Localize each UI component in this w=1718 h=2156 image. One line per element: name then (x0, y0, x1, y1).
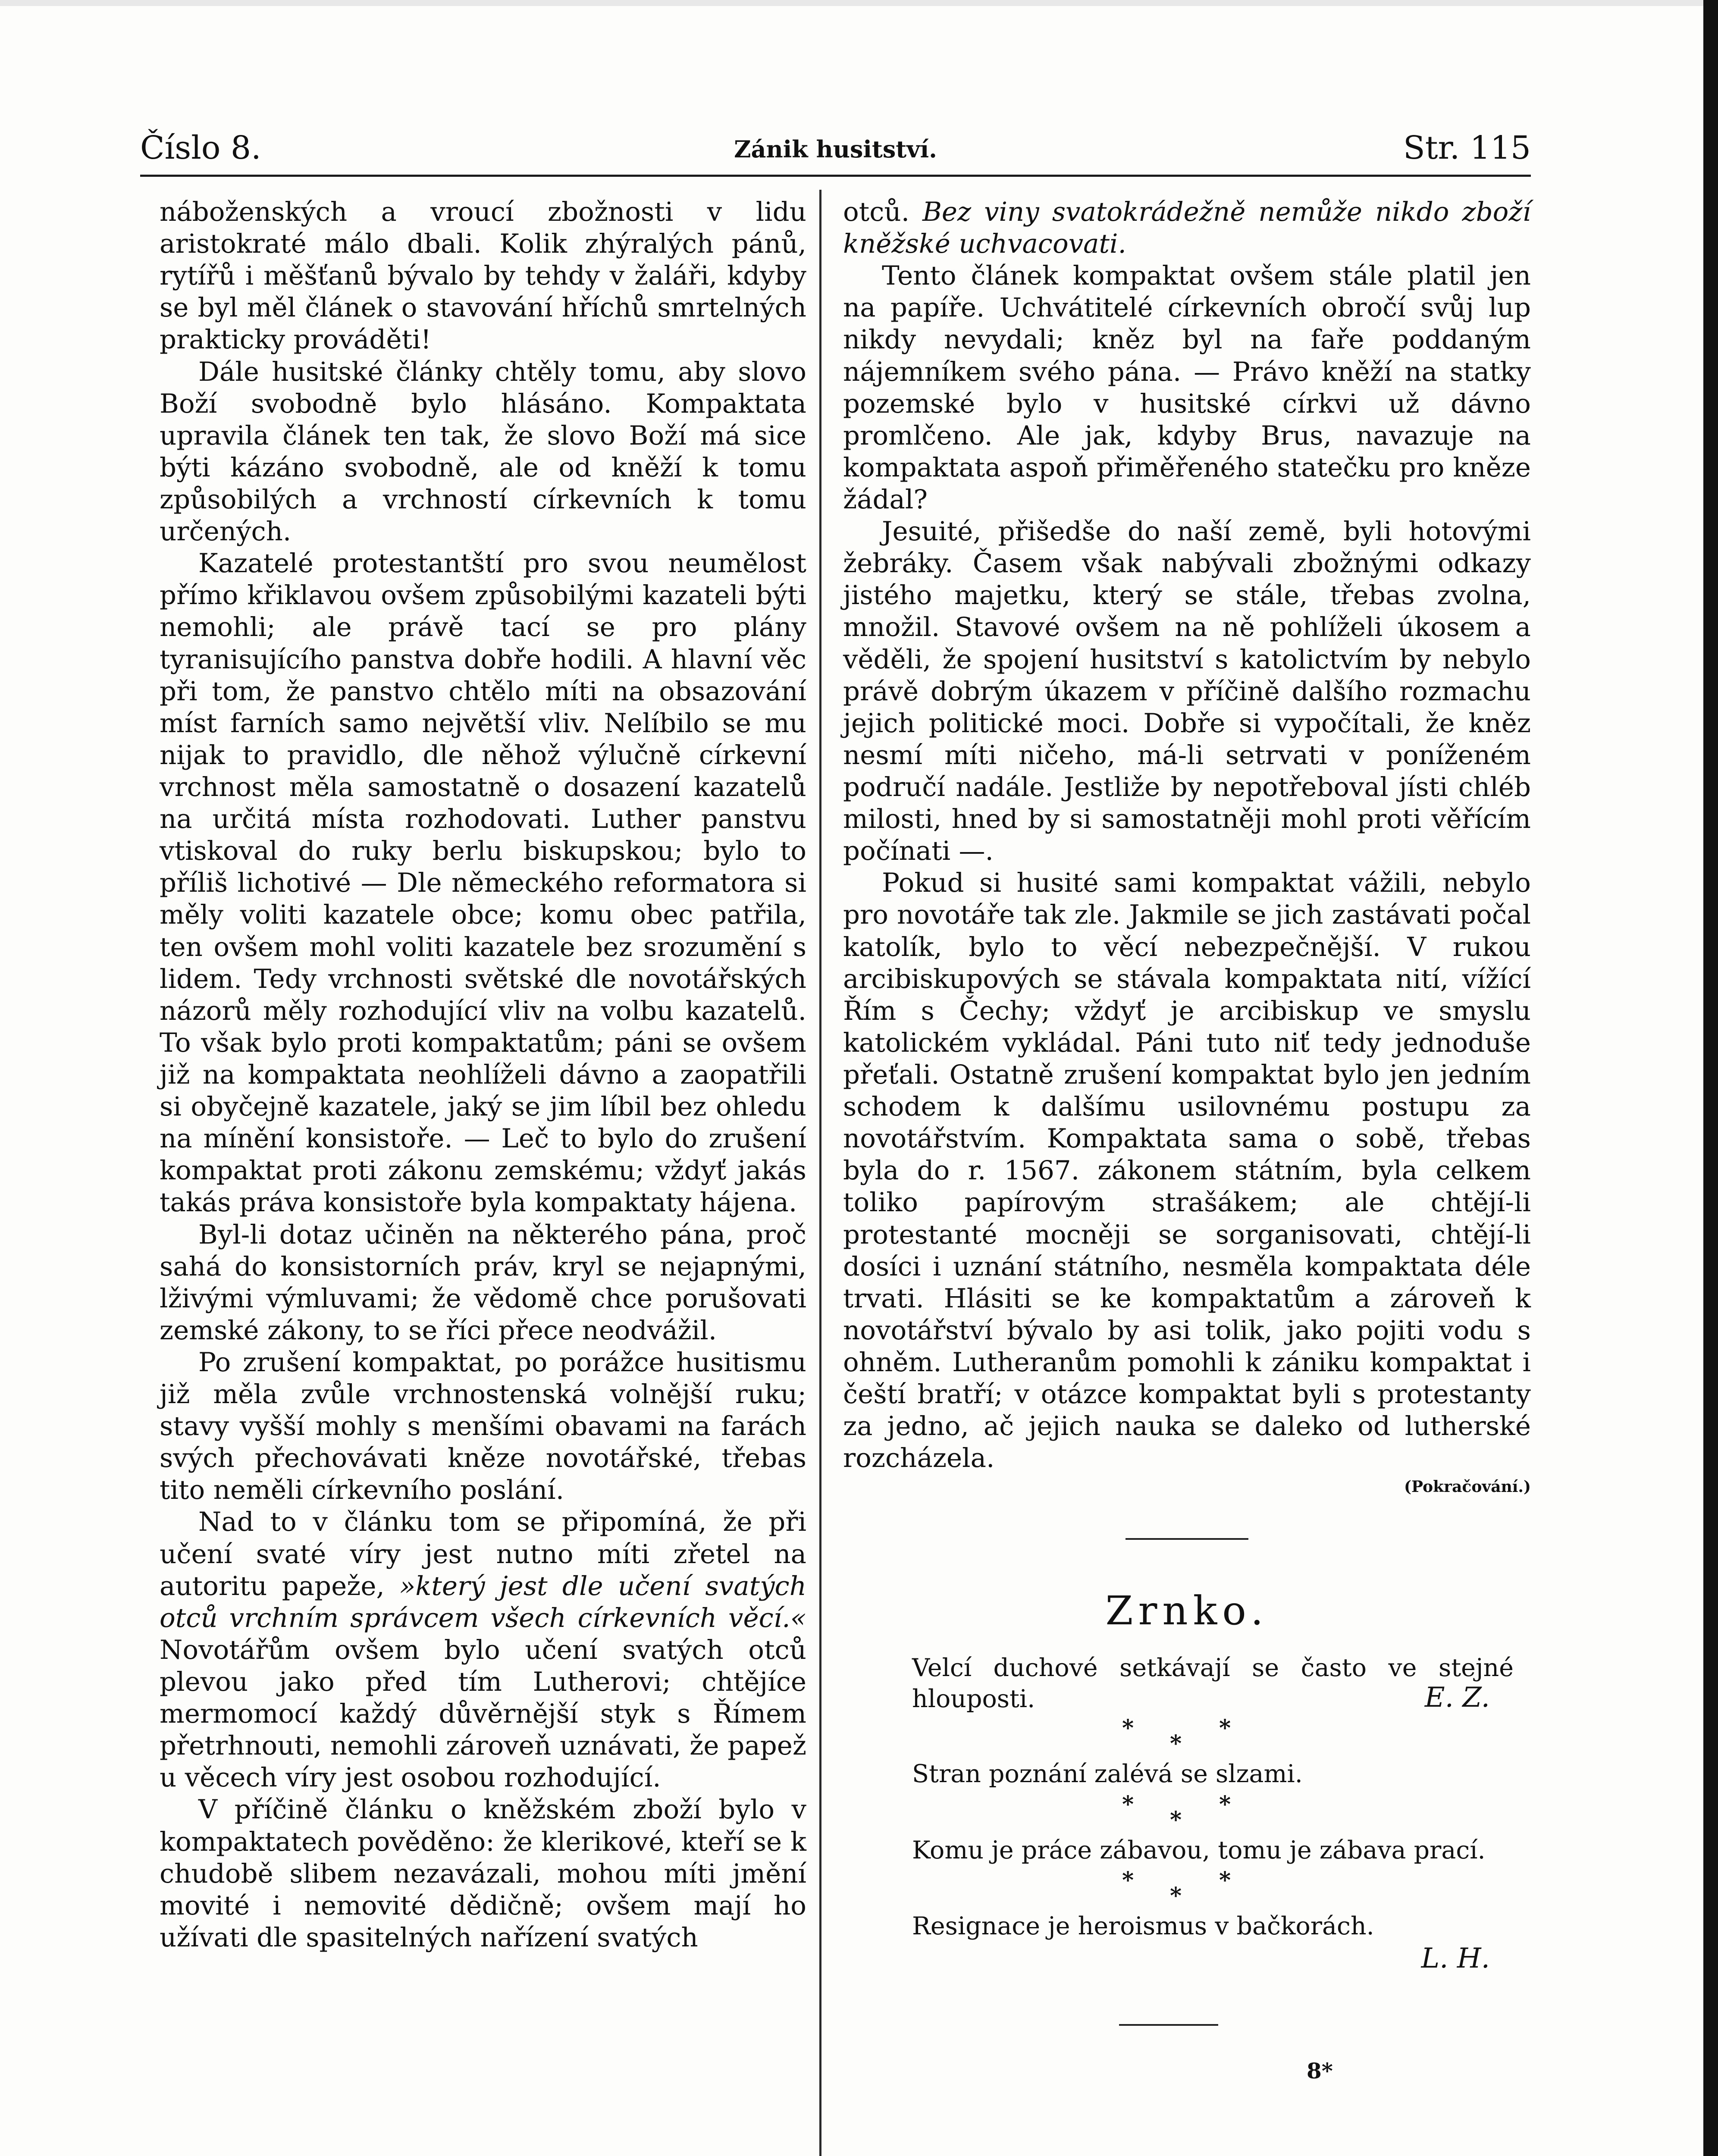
signature: L. H. (1421, 1943, 1490, 1975)
paragraph-text: Nad to v článku tom se připomíná, že při učení svaté víry jest nutno míti zřetel na autoritu papeže, (160, 1507, 806, 1601)
signature: E. Z. (1424, 1682, 1490, 1714)
paragraph: Kazatelé protestantští pro svou neumělost přímo křiklavou ovšem způsobilými kazateli býti nemohli; ale právě tací se pro plány tyranisujícího panstva dobře hodili. A hlavní věc při tom, že panstvo chtělo míti na obsazování míst farních samo největší vliv. Nelíbilo se mu nijak to pravidlo, dle něhož výlučně církevní vrchnost měla samostatně o dosazení kazatelů na určitá místa rozhodovati. Luther panstvu vtiskoval do ruky berlu biskupskou; bylo to příliš lichotivé — Dle německého reformatora si měly voliti kazatele obce; komu obec patřila, ten ovšem mohl voliti kazatele bez srozumění s lidem. Tedy vrchnosti světské dle novotářských názorů měly rozhodující vliv na volbu kazatelů. To však bylo proti kompaktatům; páni se ovšem již na kompaktata neohlíželi dávno a zaopatřili si obyčejně kazatele, jaký se jim líbil bez ohledu na mínění konsistoře. — Leč to bylo do zrušení kompaktat proti zákonu zemskému; vždyť jakás takás práva konsistoře byla kompaktaty hájena. (160, 548, 806, 1218)
paragraph: náboženských a vroucí zbožnosti v lidu aristokraté málo dbali. Kolik zhýralých pánů, rytířů i měšťanů bývalo by tehdy v žaláři, kdyby se byl měl článek o stavování hříchů smrtelných prakticky prováděti! (160, 197, 806, 355)
paragraph: Pokud si husité sami kompaktat vážili, nebylo pro novotáře tak zle. Jakmile se jich zastávati počal katolík, bylo to věcí nebezpečnější. V rukou arcibiskupových se stávala kompaktata nití, vížící Řím s Čechy; vždyť je arcibiskup ve smyslu katolickém vykládal. Páni tuto niť tedy jednoduše přeťali. Ostatně zrušení kompaktat bylo jen jedním schodem k dalšímu usilovnému postupu za novotářstvím. Kompaktata sama o sobě, třebas byla do r. 1567. zákonem státním, byla celkem toliko papírovým strašákem; ale chtějí-li protestanté mocněji se sorganisovati, chtějí-li dosíci i uznání státního, nesměla kompaktata déle trvati. Hlásiti se ke kompaktatům a zároveň k novotářství bývalo by asi tolik, jako pojiti vodu s ohněm. Lutheranům pomohli k zániku kompaktat i čeští bratří; v otázce kompaktat byli s protestanty za jedno, ač jejich nauka se daleko od lutherské rozcházela. (843, 868, 1531, 1474)
saying: Velcí duchové setkávají se často ve stejné hlouposti. (912, 1653, 1514, 1713)
running-title: Zánik husitství. (734, 135, 937, 163)
paragraph-text: otců. (843, 197, 910, 227)
asterisk: * (1122, 1867, 1134, 1894)
paragraph: Dále husitské články chtěly tomu, aby slovo Boží svobodně bylo hlásáno. Kompaktata upravila článek ten tak, že slovo Boží má sice býti kázáno svobodně, ale od kněží k tomu způsobilých a vrchností církevních k tomu určených. (160, 356, 806, 547)
asterisk: * (1122, 1791, 1134, 1818)
paragraph-text: Novotářům ovšem bylo učení svatých otců plevou jako před tím Lutherovi; chtějíce mermomocí každý důvěrnější styk s Římem přetrhnouti, nemohli zároveň uznávati, že papež u věcech víry jest osobou rozhodující. (160, 1634, 806, 1793)
running-header (140, 129, 1531, 177)
paragraph: V příčině článku o kněžském zboží bylo v kompaktatech pověděno: že klerikové, kteří se k chudobě slibem nezavázali, mohou míti jmění movité i nemovité dědičně; ovšem mají ho užívati dle spasitelných nařízení svatých (160, 1794, 806, 1953)
header-rule (140, 175, 1531, 177)
quotation: Bez viny svatokrádežně nemůže nikdo zboží kněžské uchvacovati. (843, 197, 1531, 260)
paragraph: Tento článek kompaktat ovšem stále platil jen na papíře. Uchvátitelé církevních obročí svůj lup nikdy nevydali; kněz byl na faře poddaným nájemníkem svého pána. — Právo kněží na statky pozemské bylo v husitské církvi už dávno promlčeno. Ale jak, kdyby Brus, navazuje na kompaktata aspoň přiměřeného statečku pro kněze žádal? (843, 260, 1531, 515)
paragraph (160, 1506, 806, 1794)
asterisk: * (1219, 1867, 1231, 1894)
quotation: »který jest dle učení svatých otců vrchním správcem všech církevních věcí.« (160, 1570, 806, 1633)
asterism (912, 1792, 1514, 1835)
scan-edge-top (0, 0, 1718, 6)
right-column (843, 196, 1531, 2084)
paragraph (843, 196, 1531, 260)
section-rule (1125, 1538, 1248, 1540)
continuation-note: (Pokračování.) (1404, 1478, 1531, 1496)
left-column (160, 196, 806, 1954)
scan-edge-right (1703, 0, 1718, 2156)
asterism (912, 1868, 1514, 1911)
saying: Komu je práce zábavou, tomu je zábava prací. (912, 1836, 1486, 1865)
asterisk: * (1170, 1730, 1182, 1757)
closing-rule (1119, 2024, 1218, 2026)
sayings-list (912, 1652, 1514, 1975)
asterisk: * (1219, 1715, 1231, 1742)
asterisk: * (1170, 1806, 1182, 1833)
paragraph: Po zrušení kompaktat, po porážce husitismu již měla zvůle vrchnostenská volnější ruku; stavy vyšší mohly s menšími obavami na farách svých přechovávati kněze novotářské, třebas tito neměli církevního poslání. (160, 1347, 806, 1506)
section-title: Zrnko. (1105, 1588, 1269, 1634)
paragraph: Jesuité, přišedše do naší země, byli hotovými žebráky. Časem však nabývali zbožnými odkazy jistého majetku, který se stále, třebas zvolna, množil. Stavové ovšem na ně pohlíželi úkosem a věděli, že spojení husitství s katolictvím by nebylo právě dobrým úkazem v příčině dalšího rozmachu jejich politické moci. Dobře si vypočítali, že kněz nesmí míti ničeho, má-li setrvati v poníženém područí nadále. Jestliže by nepotřeboval jísti chléb milosti, hned by si samostatněji mohl proti věřícím počínati —. (843, 516, 1531, 867)
saying: Stran poznání zalévá se slzami. (912, 1760, 1303, 1789)
issue-number: Číslo 8. (140, 129, 261, 166)
saying: Resignace je heroismus v bačkorách. (912, 1912, 1374, 1941)
page-number: Str. 115 (1403, 129, 1531, 166)
paragraph: Byl-li dotaz učiněn na některého pána, proč sahá do konsistorních práv, kryl se nejapnými, lživými výmluvami; že vědomě chce porušovati zemské zákony, to se říci přece neodvážil. (160, 1219, 806, 1346)
asterisk: * (1122, 1715, 1134, 1742)
asterisk: * (1219, 1791, 1231, 1818)
asterism (912, 1715, 1514, 1758)
column-divider (819, 190, 821, 2156)
asterisk: * (1170, 1883, 1182, 1909)
sheet-signature-mark: 8* (1307, 2058, 1333, 2084)
